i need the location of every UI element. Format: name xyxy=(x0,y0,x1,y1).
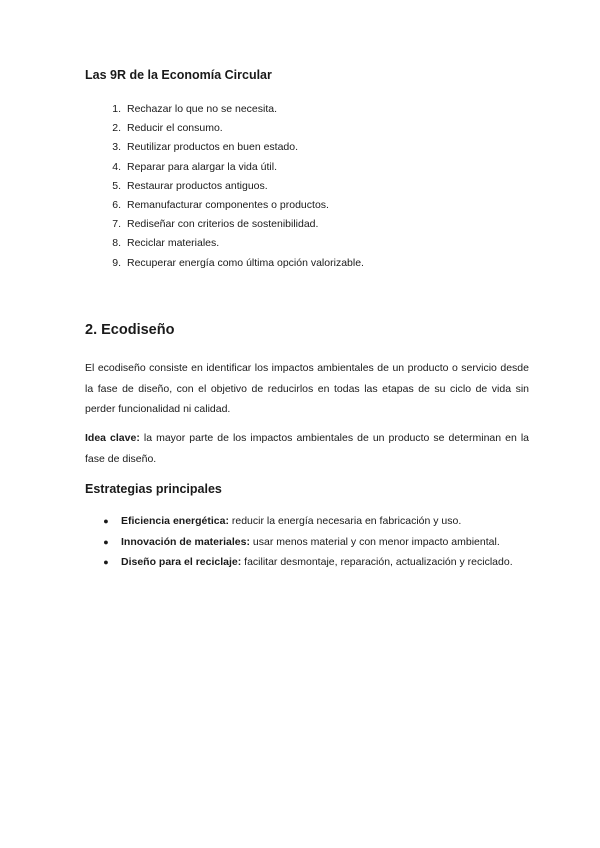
bullet-icon: ● xyxy=(103,536,109,547)
list-item xyxy=(85,254,545,273)
list-item xyxy=(85,158,545,177)
list-item xyxy=(85,119,545,138)
list-item-number: 4. xyxy=(112,160,121,173)
list-item-number: 8. xyxy=(112,237,121,250)
strategy-text xyxy=(121,511,529,532)
strategy-text xyxy=(121,552,529,573)
strategy-description: reducir la energía necesaria en fabricación y uso. xyxy=(228,515,462,527)
list-item xyxy=(85,532,529,553)
list-item-text: Rechazar lo que no se necesita. xyxy=(127,103,278,115)
list-item-number: 2. xyxy=(112,122,121,135)
list-item xyxy=(85,215,545,234)
list-item-text: Reutilizar productos en buen estado. xyxy=(127,141,299,154)
section-9r-title: Las 9R de la Economía Circular xyxy=(85,68,272,82)
list-item-number: 6. xyxy=(112,198,121,211)
bullet-icon: ● xyxy=(103,516,109,526)
list-item xyxy=(85,552,529,573)
strategy-label: Eficiencia energética: xyxy=(121,515,229,527)
strategy-description: usar menos material y con menor impacto ambiental. xyxy=(249,535,500,548)
list-item-text: Reducir el consumo. xyxy=(127,122,223,135)
key-idea-label: Idea clave: xyxy=(85,432,140,444)
list-item-text: Reciclar materiales. xyxy=(127,237,220,250)
list-item xyxy=(85,138,545,157)
strategy-description: facilitar desmontaje, reparación, actualización y reciclado. xyxy=(241,556,513,568)
list-item-text: Restaurar productos antiguos. xyxy=(127,179,268,192)
list-item-number: 1. xyxy=(112,103,121,115)
list-item xyxy=(85,177,545,196)
bullet-icon: ● xyxy=(103,557,109,567)
strategy-text xyxy=(121,532,529,553)
strategy-label: Diseño para el reciclaje: xyxy=(121,556,242,568)
list-item xyxy=(85,196,545,215)
list-item-text: Rediseñar con criterios de sostenibilidad. xyxy=(127,218,319,231)
key-idea-text: la mayor parte de los impactos ambientales de un producto se determinan en la fase de diseño. xyxy=(85,432,530,465)
list-item xyxy=(85,511,529,532)
list-item-text: Reparar para alargar la vida útil. xyxy=(127,160,277,173)
list-item-number: 9. xyxy=(112,256,121,269)
ecodiseno-intro-paragraph: El ecodiseño consiste en identificar los impactos ambientales de un producto o servicio desde la fase de diseño, con el objetivo de reducirlos en todas las etapas de su ciclo de vida sin perder funcionalidad ni calidad. xyxy=(85,362,529,415)
nine-r-list xyxy=(85,100,545,273)
key-idea-paragraph xyxy=(85,428,529,469)
strategy-label: Innovación de materiales: xyxy=(121,535,250,548)
list-item-number: 5. xyxy=(112,179,121,192)
list-item-number: 3. xyxy=(112,141,121,154)
list-item-text: Remanufacturar componentes o productos. xyxy=(127,198,329,211)
strategies-list xyxy=(85,511,529,573)
strategies-title: Estrategias principales xyxy=(85,482,222,496)
section-ecodiseno-title: 2. Ecodiseño xyxy=(85,322,175,338)
list-item xyxy=(85,100,545,119)
list-item-text: Recuperar energía como última opción valorizable. xyxy=(127,256,364,269)
list-item-number: 7. xyxy=(112,218,121,231)
list-item xyxy=(85,234,545,253)
